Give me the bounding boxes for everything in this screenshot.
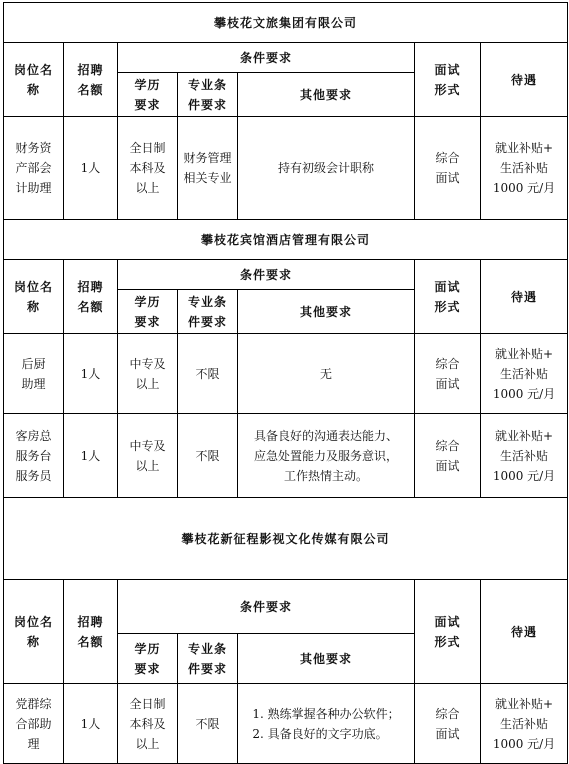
job-major: 不限	[178, 684, 238, 764]
company-name: 攀枝花新征程影视文化传媒有限公司	[4, 498, 568, 580]
job-interview: 综合面试	[415, 414, 481, 498]
job-interview: 综合面试	[415, 117, 481, 220]
header-interview: 面试形式	[415, 260, 481, 334]
header-education: 学历要求	[118, 634, 178, 684]
job-benefit: 就业补贴+ 生活补贴 1000 元/月	[481, 334, 568, 414]
job-other: 具备良好的沟通表达能力、 应急处置能力及服务意识， 工作热情主动。	[238, 414, 415, 498]
header-benefit: 待遇	[481, 43, 568, 117]
job-position: 党群综合部助理	[4, 684, 64, 764]
job-education: 全日制本科及以上	[118, 117, 178, 220]
job-position: 客房总服务台服务员	[4, 414, 64, 498]
header-major: 专业条件要求	[178, 634, 238, 684]
job-interview: 综合面试	[415, 334, 481, 414]
job-row	[4, 334, 568, 414]
header-benefit: 待遇	[481, 260, 568, 334]
header-row	[4, 260, 568, 290]
header-interview: 面试形式	[415, 580, 481, 684]
header-other: 其他要求	[238, 634, 415, 684]
header-benefit: 待遇	[481, 580, 568, 684]
header-conditions: 条件要求	[118, 260, 415, 290]
header-other: 其他要求	[238, 73, 415, 117]
header-count: 招聘名额	[64, 580, 118, 684]
job-position: 后厨助理	[4, 334, 64, 414]
job-benefit: 就业补贴+ 生活补贴 1000 元/月	[481, 117, 568, 220]
job-education: 全日制本科及以上	[118, 684, 178, 764]
company-row	[4, 220, 568, 260]
company-row	[4, 498, 568, 580]
job-count: 1人	[64, 334, 118, 414]
job-education: 中专及以上	[118, 334, 178, 414]
job-count: 1人	[64, 684, 118, 764]
header-education: 学历要求	[118, 73, 178, 117]
job-row	[4, 117, 568, 220]
job-other: 1. 熟练掌握各种办公软件； 2. 具备良好的文字功底。	[238, 684, 415, 764]
job-count: 1人	[64, 117, 118, 220]
job-major: 财务管理相关专业	[178, 117, 238, 220]
header-other: 其他要求	[238, 290, 415, 334]
header-education: 学历要求	[118, 290, 178, 334]
company-row	[4, 3, 568, 43]
job-major: 不限	[178, 414, 238, 498]
recruitment-table	[3, 2, 568, 764]
job-position: 财务资产部会计助理	[4, 117, 64, 220]
job-major: 不限	[178, 334, 238, 414]
header-interview: 面试形式	[415, 43, 481, 117]
header-position: 岗位名称	[4, 43, 64, 117]
job-education: 中专及以上	[118, 414, 178, 498]
job-row	[4, 684, 568, 764]
header-conditions: 条件要求	[118, 580, 415, 634]
header-count: 招聘名额	[64, 43, 118, 117]
job-benefit: 就业补贴+ 生活补贴 1000 元/月	[481, 414, 568, 498]
company-name: 攀枝花宾馆酒店管理有限公司	[4, 220, 568, 260]
company-name: 攀枝花文旅集团有限公司	[4, 3, 568, 43]
job-benefit: 就业补贴+ 生活补贴 1000 元/月	[481, 684, 568, 764]
job-other: 持有初级会计职称	[238, 117, 415, 220]
header-position: 岗位名称	[4, 260, 64, 334]
header-row	[4, 43, 568, 73]
header-row	[4, 580, 568, 634]
header-position: 岗位名称	[4, 580, 64, 684]
header-major: 专业条件要求	[178, 73, 238, 117]
job-row	[4, 414, 568, 498]
job-interview: 综合面试	[415, 684, 481, 764]
job-other: 无	[238, 334, 415, 414]
header-conditions: 条件要求	[118, 43, 415, 73]
job-count: 1人	[64, 414, 118, 498]
header-count: 招聘名额	[64, 260, 118, 334]
header-major: 专业条件要求	[178, 290, 238, 334]
